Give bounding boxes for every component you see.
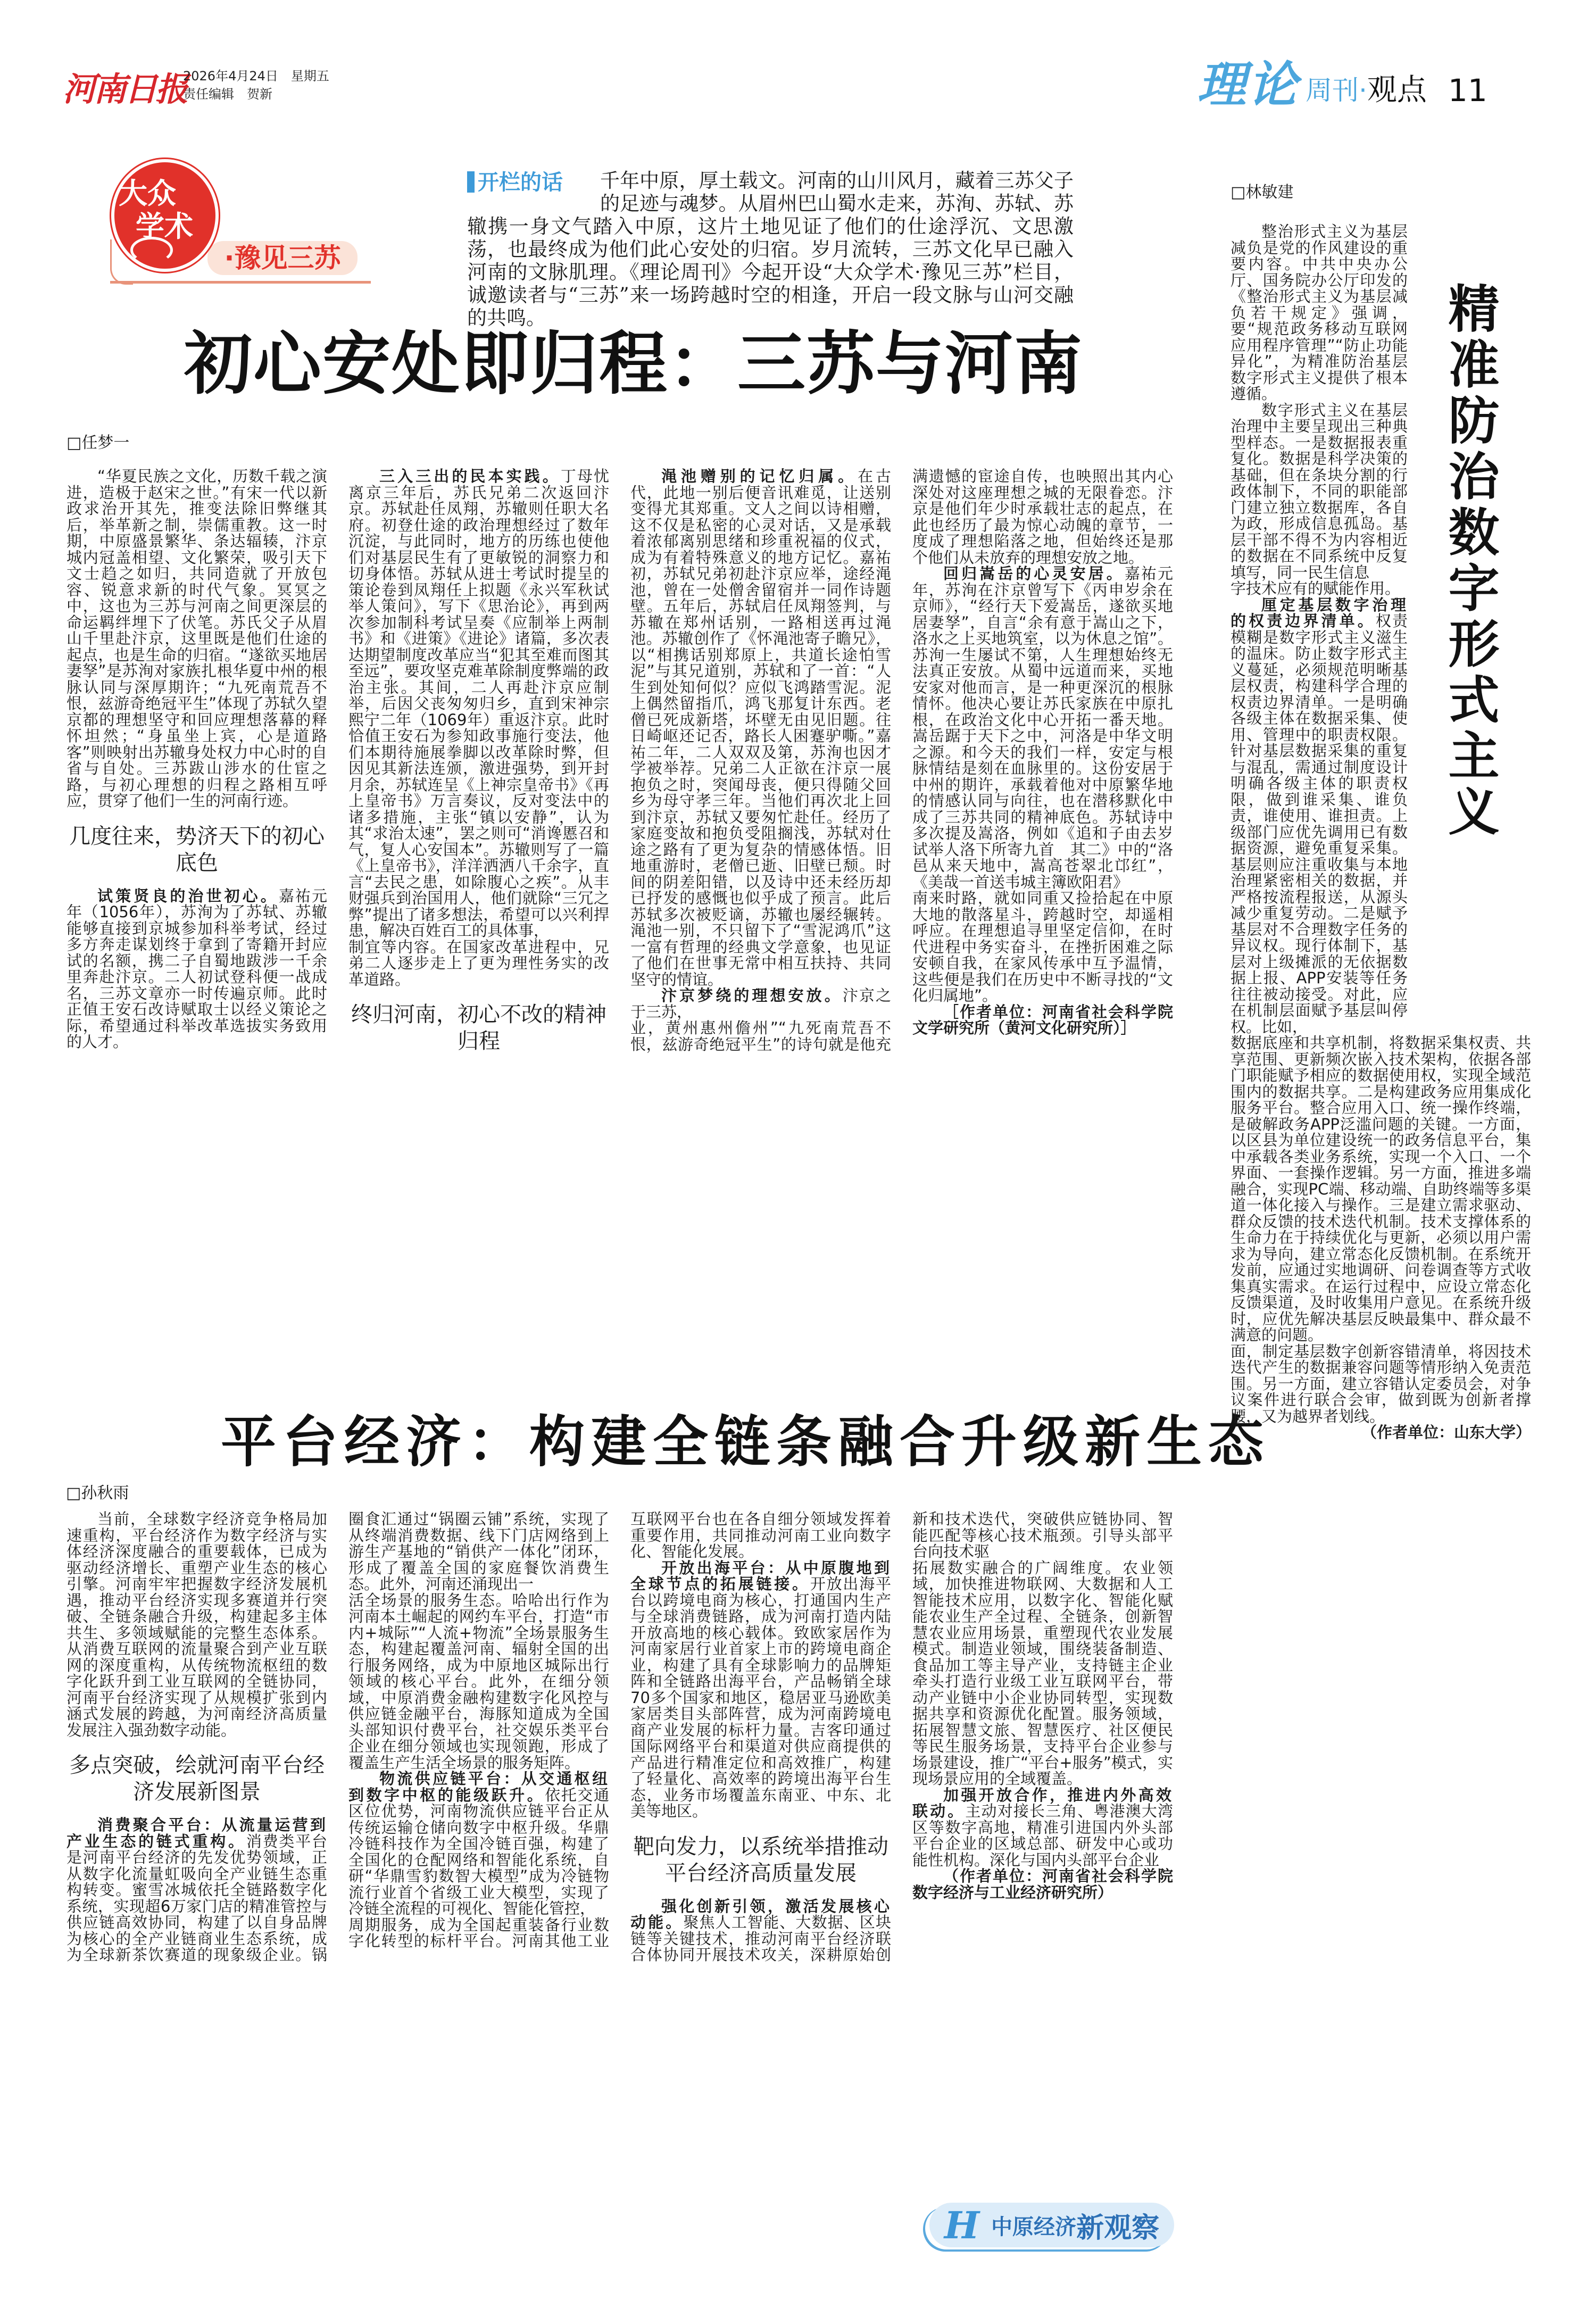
section-heading xyxy=(1197,53,1487,112)
article3-byline: □林敏建 xyxy=(1231,183,1294,202)
paragraph-text: 数据底座和共享机制，将数据采集权责、共享范围、更新频次嵌入技术架构，依据各部门职能赋予相应的数据使用权，实现全域范围内的数据共享。二是构建政务应用集成化服务平台。整合应用入口、统一操作终端，是破解政务APP泛滥问题的关键。一方面，以区县为单位建设统一的政务信息平台，集中承载各类业务系统，实现一个入口、一个界面、一套操作逻辑。另一方面，推进多端融合，实现PC端、移动端、自助终端等多渠道一体化接入与操作。三是建立需求驱动、群众反馈的技术迭代机制。技术支撑体系的生命力在于持续优化与更新，必须以用户需求为导向，建立常态化反馈机制。在系统开发前，应通过实地调研、问卷调查等方式收集真实需求。在运行过程中，应设立常态化反馈渠道，及时收集用户意见。在系统升级时，应优先解决基层反映最集中、群众最不满意的问题。 xyxy=(1231,1034,1531,1344)
section-sub: 周刊· xyxy=(1306,75,1367,106)
paragraph-text: 权责模糊是数字形式主义滋生的温床。防止数字形式主义蔓延，必须规范明晰基层权责，构建科学合理的权责边界清单。一是明确各级主体在数据采集、使用、管理中的职责权限。针对基层数据采集的重复与混乱，需通过制度设计明确各级主体的职责权限，做到谁采集、谁负责，谁使用、谁担责。上级部门应优先调用已有数据资源，避免重复采集。基层则应注重收集与本地治理紧密相关的数据，并严格按流程报送，从源头减少重复劳动。二是赋予基层对不合理数字任务的异议权。现行体制下，基层对上级摊派的无依据数据上报、APP安装等任务往往被动接受。对此，应在机制层面赋予基层叫停权。比如， xyxy=(1231,612,1408,1036)
paragraph xyxy=(630,1560,891,1820)
paragraph-lead: 回归嵩岳的心灵安居。 xyxy=(943,564,1125,583)
author-affiliation: （作者单位：河南省社会科学院数字经济与工业经济研究所） xyxy=(912,1867,1173,1902)
paragraph-text: 活全场景的服务生态。哈哈出行作为河南本土崛起的网约车平台，打造“市内+城际”“人流+物流”全场景服务生态，构建起覆盖河南、辐射全国的出行服务网络，成为中原地区城际出行领域的核心平台。此外，在细分领域，中原消费金融构建数字化风控与供应链金融平台，海豚知道成为全国头部知识付费平台，社交娱乐类平台企业在细分领域也实现领跑，形成了覆盖生产生活全场景的服务矩阵。 xyxy=(348,1591,609,1772)
section-subhead: 终归河南，初心不改的精神归程 xyxy=(351,1002,606,1053)
paragraph xyxy=(348,468,609,939)
paragraph xyxy=(66,888,327,1050)
paragraph-text: 南来时路，就如同重又捡拾起在中原大地的散落星斗，跨越时空，却遥相呼应。在理想追寻里坚定信仰，在时代进程中务实奋斗，在挫折困难之际安顿自我，在家风传承中互予温情，这些便是我们在历史中不断寻找的“文化归属地”。 xyxy=(912,889,1173,1004)
series-subtitle: ·豫见三苏 xyxy=(207,241,358,275)
section-subhead: 几度往来，势济天下的初心底色 xyxy=(69,824,325,875)
article2-body xyxy=(66,1511,1173,2197)
cloud-icon xyxy=(130,237,173,263)
paragraph xyxy=(66,468,327,809)
article2-headline: 平台经济：构建全链条融合升级新生态 xyxy=(221,1409,1270,1474)
paragraph-text: 丁母忧离京三年后，苏氏兄弟二次返回汴京。苏轼赴任凤翔，苏辙则任职大名府。初登仕途的政治理想经过了数年沉淀，与此同时，地方的历练也使他们对基层民生有了更敏锐的洞察力和切身体悟。苏轼从进士考试时提呈的策论卷到凤翔任上拟题《永兴军秋试举人策问》，写下《思治论》，再到两次参加制科考试呈奏《应制举上两制书》和《进策》《进论》诸篇，多次表达期望制度改革应当“犯其至难而图其至远”，要攻坚克难革除制度弊端的政治主张。其间，二人再赴汴京应制举，后因父丧匆匆归乡，直到宋神宗熙宁二年（1069年）重返汴京。此时恰值王安石为参知政事施行变法，他们本期待施展拳脚以改革除时弊，但因见其新法连颁，激进强势，到开封月余，苏轼连呈《上神宗皇帝书》《再上皇帝书》万言奏议，反对变法中的诸多措施，主张“镇以安静”，认为其“求治太速”，罢之则可“消谗慝召和气，复人心安国本”。苏辙则写了一篇《上皇帝书》，洋洋洒洒八千余字，直言“去民之患，如除腹心之疾”。从丰财强兵到治国用人，他们就除“三冗之弊”提出了诸多想法，希望可以兴利捍患，解决百姓百工的具体事， xyxy=(348,467,609,940)
paragraph xyxy=(348,1592,609,1771)
intro-label xyxy=(467,169,600,215)
intro-text: 千年中原，厚土载文。河南的山川风月，藏着三苏父子的足迹与魂梦。从眉州巴山蜀水走来，苏洵、苏轼、苏辙携一身文气踏入中原，这片土地见证了他们的仕途浮沉、文思激荡，也最终成为他们此心安处的归宿。岁月流转，三苏文化早已融入河南的文脉肌理。《理论周刊》今起开设“大众学术·豫见三苏”栏目，诚邀读者与“三苏”来一场跨越时空的相逢，开启一段文脉与山河交融的共鸣。 xyxy=(467,169,1074,329)
paragraph-text: 数字形式主义在基层治理中主要呈现出三种典型样态。一是数据报表重复化。数据是科学决策的基础，但在条块分割的行政体制下，不同的职能部门建立独立数据库，各自为政，形成信息孤岛。基层干部不得不为内容相近的数据在不同系统中反复填写，同一民生信息 xyxy=(1231,401,1408,582)
paragraph-text: 制宜等内容。在国家改革进程中，兄弟二人逐步走上了更为理性务实的改革道路。 xyxy=(348,937,609,989)
paragraph-text: 开放出海平台以跨境电商为核心，打通国内生产与全球消费链路，成为河南打造内陆开放高地的核心载体。致欧家居作为河南家居行业首家上市的跨境电商企业，构建了具有全球影响力的品牌矩阵和全链路出海平台，产品畅销全球70多个国家和地区，稳居亚马逊欧美家居类目头部阵营，成为河南跨境电商产业发展的标杆力量。吉客印通过国际网络平台和渠道对供应商提供的产品进行精准定位和高效推广，构建了轻量化、高效率的跨境出海平台生态，业务市场覆盖东南亚、中东、北美等地区。 xyxy=(630,1575,891,1820)
paragraph-text: 嘉祐元年（1056年），苏洵为了苏轼、苏辙能够直接到京城参加科举考试，经过多方奔走谋划终于拿到了寄籍开封应试的名额，携二子自蜀地跋涉一千余里奔赴汴京。二人初试登科便一战成名，三苏文章亦一时传遍京师。此时正值王安石改诗赋取士以经义策论之际，希望通过科举改革选拔实务致用的人才。 xyxy=(66,886,327,1051)
paragraph-lead: 开放出海平台：从中原腹地到全球节点的拓展链接。 xyxy=(630,1558,891,1593)
label-square-icon xyxy=(467,171,475,193)
issue-meta xyxy=(183,67,329,103)
paragraph-lead: 汴京梦绕的理想安放。 xyxy=(661,986,843,1004)
paragraph-text: “华夏民族之文化，历数千载之演进，造极于赵宋之世。”有宋一代以新政求治开其先，推变法除旧弊继其后，举革新之制，崇儒重教。这一时期，中原盛景繁华、条达辐辏，汴京城内冠盖相望、文化繁荣，吸引天下文士趋之如归，共同造就了开放包容、锐意求新的时代气象。冥冥之中，这也为三苏与河南之间更深层的命运羁绊埋下了伏笔。苏氏父子从眉山千里赴汴京，这里既是他们仕途的起点，也是生命的归宿。“遂欲买地居妻孥”是苏洵对家族扎根华夏中州的根脉认同与深厚期许；“九死南荒吾不恨，兹游奇绝冠平生”体现了苏轼久望京都的理想坚守和回应理想落幕的释怀坦然；“身虽坐上宾，心是道路客”则映射出苏辙身处权力中心时的自省与自处。三苏跋山涉水的仕宦之路，与初心理想的归程之路相互呼应，贯穿了他们一生的河南行迹。 xyxy=(66,467,327,810)
badge-text2: 新观察 xyxy=(1076,2212,1160,2244)
paragraph xyxy=(912,890,1173,1004)
paragraph-text: 聚焦人工智能、大数据、区块链等关键技术，推动河南平台经济联合体协同开展技术攻关，深耕原始创新和技术迭代，突破供应链协同、智能匹配等核心技术瓶颈。引导头部平台向技术驱 xyxy=(630,1510,1173,1964)
column-badge-zhongyuan xyxy=(929,2203,1174,2247)
paragraph-text: 汴京之于三苏， xyxy=(630,986,891,1021)
seal-line1: 大众 xyxy=(119,177,176,210)
paragraph xyxy=(66,1511,327,1738)
section-subhead: 靶向发力，以系统举措推动平台经济高质量发展 xyxy=(633,1834,888,1886)
section-name: 观点 xyxy=(1367,73,1427,107)
paragraph-text: 当前，全球数字经济竞争格局加速重构，平台经济作为数字经济与实体经济深度融合的重要载体，已成为驱动经济增长、重塑产业生态的核心引擎。河南牢牢把握数字经济发展机遇，推动平台经济实现多赛道并行突破、全链条融合升级，构建起多主体共生、多领域赋能的完整生态体系。从消费互联网的流量聚合到产业互联网的深度重构，从传统物流枢纽的数字化跃升到工业互联网的全链协同，河南平台经济实现了从规模扩张到内涵式发展的跨越，为河南经济高质量发展注入强劲数字动能。 xyxy=(66,1510,327,1739)
series-seal xyxy=(114,162,215,269)
paragraph xyxy=(912,566,1173,890)
seal-line2: 学术 xyxy=(136,210,193,243)
paragraph-lead: 渑池赠别的记忆归属。 xyxy=(661,467,858,485)
paragraph-text: 业，黄州惠州儋州”“九死南荒吾不恨，兹游奇绝冠平生”的诗句就是他充满遗憾的宦途自传，也映照出其内心深处对这座理想之城的无限眷恋。汴京是他们年少时承载壮志的起点，在此也经历了最为惊心动魄的章节，一度成了理想陷落之地，但始终还是那个他们从未放弃的理想安放之地。 xyxy=(630,467,1173,1053)
series-badge xyxy=(106,160,372,287)
paragraph-text: 消费类平台是河南平台经济的先发优势领域，正从数字化流量虹吸向全产业链生态重构转变。蜜雪冰城依托全链路数字化系统，实现超6万家门店的精准管控与供应链高效协同，构建了以自身品牌为核心的全产业链商业生态系统，成为全球新茶饮赛道的现象级企业。锅圈食汇通过“锅圈云铺”系统，实现了从终端消费数据、线下门店网络到上游生产基地的“销供产一体化”闭环，形成了覆盖全国的家庭餐饮消费生态。此外，河南还涌现出一 xyxy=(66,1510,609,1964)
article1-body xyxy=(66,468,1173,1373)
badge-underline xyxy=(110,281,371,284)
paragraph-lead: 厘定基层数字治理的权责边界清单。 xyxy=(1231,595,1408,630)
paragraph xyxy=(1231,1343,1531,1425)
article3-headline: 精准防治数字形式主义 xyxy=(1440,282,1500,841)
paragraph xyxy=(1231,1035,1531,1343)
author-affiliation: （作者单位：山东大学） xyxy=(1361,1423,1531,1441)
article2-byline: □孙秋雨 xyxy=(66,1484,129,1502)
paragraph-lead: 强化创新引领，激活发展核心动能。 xyxy=(630,1897,891,1931)
paragraph-text: 在古代，此地一别后便音讯难觅，让送别变得尤其郑重。文人之间以诗相赠，这不仅是私密的心灵对话，又是承载着浓郁离别思绪和珍重祝福的仪式，成为有着特殊意义的地方记忆。嘉祐初，苏轼兄弟初赴汴京应举，途经渑池，曾在一处僧舍留宿并一同作诗题壁。五年后，苏轼启任凤翔签判，与苏辙在郑州话别，一路相送再过渑池。苏辙创作了《怀渑池寄子瞻兄》，以“相携话别郑原上，共道长途怕雪泥”与其兄道别，苏轼和了一首：“人生到处知何似？应似飞鸿踏雪泥。泥上偶然留指爪，鸿飞那复计东西。老僧已死成新塔，坏壁无由见旧题。往日崎岖还记否，路长人困蹇驴嘶。”嘉祐二年，二人双双及第，苏洵也因才学被举荐。兄弟二人正欲在汴京一展抱负之时，突闻母丧，便只得随父回乡为母守孝三年。当他们再次北上回到汴京，苏轼又要匆忙赴任。经历了家庭变故和抱负受阻搁浅，苏轼对仕途之路有了更为复杂的情感体悟。旧地重游时，老僧已逝、旧壁已颓。时间的阴差阳错，以及诗中还未经历却已抒发的感慨也似乎成了预言。此后苏轼多次被贬谪，苏辙也屡经辗转。渑池一别，不只留下了“雪泥鸿爪”这一富有哲理的经典文学意象，也见证了他们在世事无常中相互扶持、共同坚守的情谊。 xyxy=(630,467,891,989)
paragraph-lead: 消费聚合平台：从流量运营到产业生态的链式重构。 xyxy=(66,1816,327,1850)
author-affiliation: ［作者单位：河南省社会科学院文学研究所（黄河文化研究所）］ xyxy=(912,1002,1173,1037)
article1-headline: 初心安处即归程：三苏与河南 xyxy=(184,325,1084,404)
paragraph-text: 字技术应有的赋能作用。 xyxy=(1231,579,1401,597)
paragraph-text: 主动对接长三角、粤港澳大湾区等数字高地，精准引进国内外头部平台企业的区域总部、研发中心或功能性机构。深化与国内头部平台企业 xyxy=(912,1802,1173,1869)
paragraph-lead: 物流供应链平台：从交通枢纽到数字中枢的能级跃升。 xyxy=(348,1770,609,1804)
paragraph xyxy=(630,987,891,1020)
section-subhead: 多点突破，绘就河南平台经济发展新图景 xyxy=(69,1753,325,1804)
paragraph-text: 周期服务，成为全国起重装备行业数字化转型的标杆平台。河南其他工业互联网平台也在各自细分领域发挥着重要作用，共同推动河南工业向数字化、智能化发展。 xyxy=(348,1510,891,1950)
intro-label-text: 开栏的话 xyxy=(478,170,563,195)
paragraph-lead: 试策贤良的治世初心。 xyxy=(97,886,279,905)
paragraph-text: 面，制定基层数字创新容错清单，将因技术迭代产生的数据兼容问题等情形纳入免责范围。另一方面，建立容错认定委员会，对争议案件进行联合会审，做到既为创新者撑腰，又为越界者划线。 xyxy=(1231,1342,1531,1425)
paragraph-lead: 三入三出的民本实践。 xyxy=(379,467,561,485)
section-main: 理论 xyxy=(1197,56,1300,113)
paragraph xyxy=(630,468,891,987)
article1-byline: □任梦一 xyxy=(66,434,130,452)
headline-spacer xyxy=(1408,223,1531,1011)
paragraph xyxy=(912,1560,1173,1787)
issue-date: 2026年4月24日 星期五 xyxy=(183,69,329,84)
paragraph-text: 整治形式主义为基层减负是党的作风建设的重要内容。中共中央办公厅、国务院办公厅印发的《整治形式主义为基层减负若干规定》强调，要“规范政务移动互联网应用程序管理”“防止功能异化”，为精准防治基层数字形式主义提供了根本遵循。 xyxy=(1231,222,1408,403)
paragraph xyxy=(348,1771,609,1917)
responsible-editor: 责任编辑 贺新 xyxy=(183,87,272,102)
paragraph-text: 依托交通区位优势，河南物流供应链平台正从传统运输仓储向数字中枢升级。华鼎冷链科技作为全国冷链百强，构建了全国化的仓配网络和智能化系统，自研“华鼎雪豹数智大模型”成为冷链物流行业首个省级工业大模型，实现了冷链全流程的可视化、智能化管控， xyxy=(348,1786,609,1917)
paragraph xyxy=(348,939,609,988)
paragraph-lead: 加强开放合作，推进内外高效联动。 xyxy=(912,1786,1173,1820)
badge-letter: H xyxy=(944,2203,980,2247)
badge-text1: 中原经济 xyxy=(991,2214,1077,2239)
paragraph-text: 嘉祐元年，苏洵在汴京曾写下《丙申岁余在京师》，“经行天下爱嵩岳，遂欲买地居妻孥”，自言“余有意于嵩山之下，洛水之上买地筑室，以为休息之馆”。苏洵一生屡试不第，人生理想始终无法真正安放。从蜀中远道而来，买地安家对他而言，是一种更深沉的根脉情怀。他决心要让苏氏家族在中原扎根，在政治文化中心开拓一番天地。嵩岳踞于天下之中，河洛是中华文明之源。和今天的我们一样，安定与根脉情结是刻在血脉里的。这份安居于中州的期许，承载着他对中原繁华地的情感认同与向往，也在潜移默化中成了三苏共同的精神底色。苏轼诗中多次提及嵩洛，例如《追和子由去岁试举人洛下所寄九首 其二》中的“洛邑从来天地中，嵩高苍翠北邙红”，《美哉一首送韦城主簿欧阳君》 xyxy=(912,564,1173,891)
paragraph-text: 拓展数实融合的广阔维度。农业领域，加快推进物联网、大数据和人工智能技术应用，以数字化、智能化赋能农业生产全过程、全链条，创新智慧农业应用场景，重塑现代农业发展模式。制造业领域，围绕装备制造、食品加工等主导产业，支持链主企业牵头打造行业级工业互联网平台，带动产业链中小企业协同转型，实现数据共享和资源优化配置。服务领域，拓展智慧文旅、智慧医疗、社区便民等民生服务场景，支持平台企业参与场景建设，推广“平台+服务”模式，实现场景应用的全域覆盖。 xyxy=(912,1558,1173,1788)
column-intro xyxy=(467,169,1074,329)
page-number: 11 xyxy=(1448,72,1487,109)
newspaper-logo: 河南日报 xyxy=(63,70,187,109)
paragraph xyxy=(912,1787,1173,1869)
article3-body xyxy=(1231,223,1531,1441)
